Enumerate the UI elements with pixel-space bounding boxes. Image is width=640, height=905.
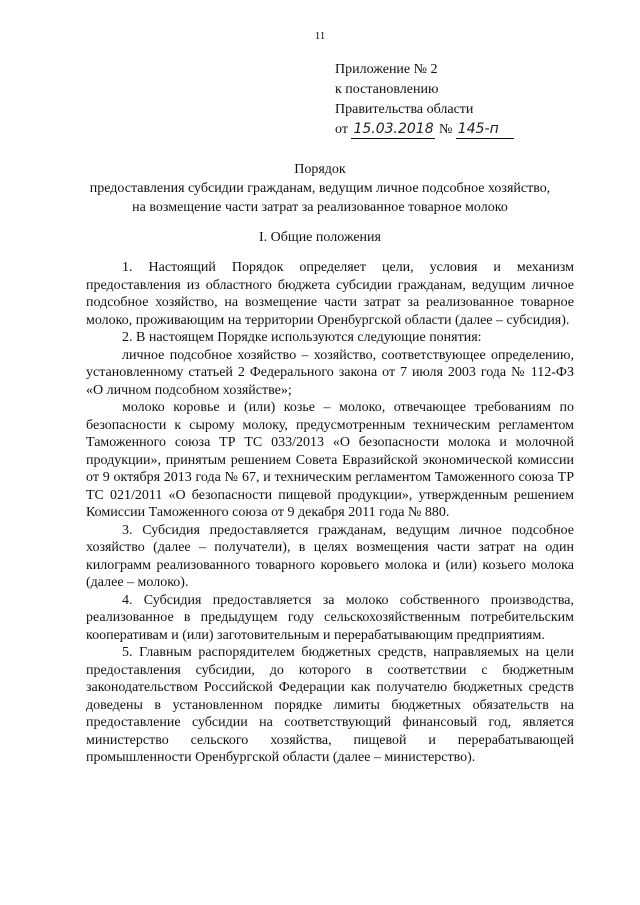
title-line-3: на возмещение части затрат за реализованное товарное молоко [132,200,508,215]
number-field [456,121,514,139]
date-handwritten: 15.03.2018 [353,121,434,137]
section-heading: I. Общие положения [259,230,381,245]
paragraph: личное подсобное хозяйство – хозяйство, соответствующее определению, установленному статьей 2 Федерального закона от 7 июля 2003 года № 112-ФЗ «О личном подсобном хозяйстве»; [86,347,574,398]
appendix-resolution-label: к постановлению [335,82,439,97]
paragraph: 3. Субсидия предоставляется гражданам, ведущим личное подсобное хозяйство (далее – получатели), в целях возмещения части затрат на один килограмм реализованного товарного коровьего молока и (или) козьего молока (далее – молоко). [86,522,574,590]
appendix-government-label: Правительства области [335,102,474,117]
date-prefix: от [335,122,348,137]
document-title [0,160,640,217]
title-line-2: предоставления субсидии гражданам, ведущим личное подсобное хозяйство, [89,181,551,196]
page-number: 11 [314,30,326,42]
appendix-date-number [335,120,514,140]
date-field [351,121,435,139]
title-line-1: Порядок [294,162,346,177]
paragraph: молоко коровье и (или) козье – молоко, отвечающее требованиям по безопасности к сырому молоку, предусмотренным техническим регламентом Таможенного союза ТР ТС 033/2013 «О безопасности молока и молочной продукции», принятым решением Совета Евразийской экономической комиссии от 9 октября 2013 года № 67, и техническим регламентом Таможенного союза ТР ТС 021/2011 «О безопасности пищевой продукции», утвержденным решением Комиссии Таможенного союза от 9 декабря 2011 года № 880. [86,400,574,520]
paragraph: 2. В настоящем Порядке используются следующие понятия: [122,330,482,345]
number-handwritten: 145-п [457,121,499,137]
appendix-title: Приложение № 2 [335,62,438,77]
paragraph: 1. Настоящий Порядок определяет цели, условия и механизм предоставления из областного бюджета субсидии гражданам, ведущим личное подсобное хозяйство, на возмещение части затрат за реализованное товарное молоко, проживающим на территории Оренбургской области (далее – субсидия). [86,260,574,328]
paragraph: 5. Главным распорядителем бюджетных средств, направляемых на цели предоставления субсидии, до которого в соответствии с бюджетным законодательством Российской Федерации как получателю бюджетных средств доведены в установленном порядке лимиты бюджетных обязательств на предоставление субсидии на соответствующий финансовый год, является министерство сельского хозяйства, пищевой и перерабатывающей промышленности Оренбургской области (далее – министерство). [86,645,574,765]
body-text [86,259,574,767]
paragraph: 4. Субсидия предоставляется за молоко собственного производства, реализованное в предыдущем году сельскохозяйственным потребительским кооперативам и (или) заготовительным и перерабатывающим предприятиям. [86,592,574,643]
number-prefix: № [438,122,453,137]
appendix-header [335,60,514,140]
